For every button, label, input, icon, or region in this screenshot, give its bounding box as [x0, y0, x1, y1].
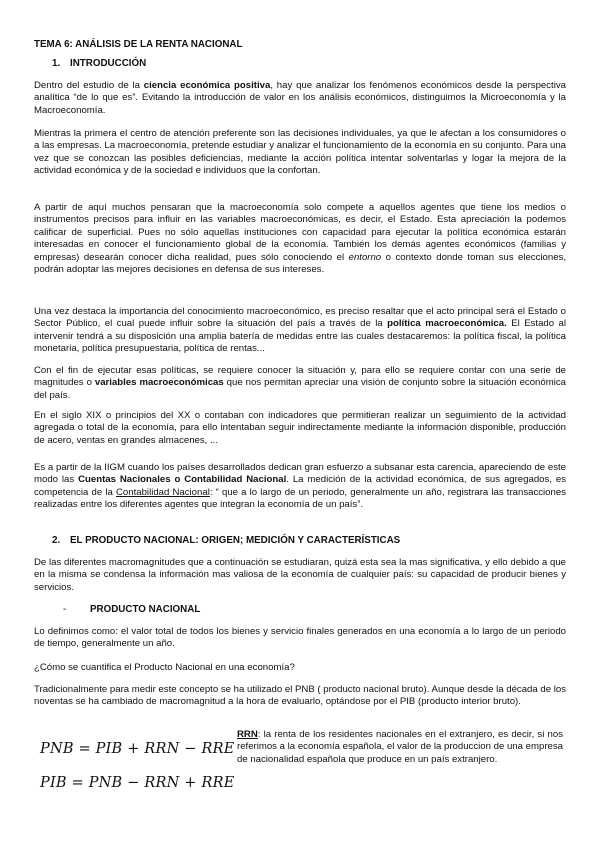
- bold-term: Cuentas Nacionales o Contabilidad Nacional: [78, 474, 287, 486]
- rrn-definition: [237, 729, 563, 766]
- section-title: INTRODUCCIÓN: [70, 58, 147, 69]
- text-run: : “ que a lo largo de un periodo, generalmente un año, registrara las transacciones realizadas entre los diferentes agentes que integran la economía de un país”.: [34, 486, 566, 511]
- section-1-heading: [52, 58, 146, 69]
- paragraph: [34, 365, 566, 402]
- text-run: Dentro del estudio de la: [34, 80, 144, 91]
- text-run: Con el fin de ejecutar esas políticas, se requiere conocer la situación y, para ello se requiere contar con una serie de magnitudes o: [34, 365, 566, 389]
- paragraph: Mientras la primera el centro de atención preferente son las decisiones individuales, ya que le afectan a los consumidores o a las empresas. La macroeconomía, pretende estudiar y analizar el funcionamiento de la economía en su conjunto. Para una vez que se conozcan las posibles deficiencias, mediante la acción política intentar solventarlas y logar la mejora de la actividad económica y de la sociedad e individuos que la confortan.: [34, 128, 566, 177]
- section-title: EL PRODUCTO NACIONAL: ORIGEN; MEDICIÓN Y CARACTERÍSTICAS: [70, 535, 401, 546]
- bold-term: política macroeconómica.: [387, 318, 507, 330]
- italic-term: entorno: [348, 251, 382, 263]
- text-run: que nos permitan apreciar una visión de conjunto sobre la situación económica del país.: [34, 377, 566, 401]
- text-run: , hay que analizar los fenómenos económicos desde la perspectiva analítica “de lo que es”. Evitando la introducción de valor en los análisis económicos, distinguimos la Microeconomía y la Macroeconomía.: [34, 80, 566, 116]
- paragraph: Tradicionalmente para medir este concepto se ha utilizado el PNB ( producto nacional bruto). Aunque desde la década de los noventas se ha cambiado de macromagnitud a la hora de evaluarlo, optándose por el PIB (producto interior bruto).: [34, 684, 566, 708]
- text-run: o contexto donde toman sus elecciones, podrán adoptar las mejores decisiones en defensa de sus intereses.: [34, 251, 567, 276]
- bold-term: ciencia económica positiva: [143, 80, 271, 91]
- underlined-term: Contabilidad Nacional: [116, 486, 210, 498]
- paragraph: [34, 306, 566, 356]
- document-title: TEMA 6: ANÁLISIS DE LA RENTA NACIONAL: [34, 39, 243, 50]
- text-run: . La medición de la actividad económica, de sus agregados, es competencia de la: [34, 474, 567, 498]
- text-run: A partir de aquí muchos pensaran que la macroeconomía solo compete a aquellos agentes que tiene los medios o instrumentos precisos para influir en las variables macroeconómicas, es decir, el Estado. Esta apreciación la podemos calificar de superficial. Pues no sólo aquellas instituciones con capacidad para ejecutar la política económica estarán interesadas en conocer el funcionamiento global de la economía. También los demás agentes económicos (familias y empresas) desearán conocer dicha realidad, pues sólo conociendo el: [34, 202, 566, 263]
- section-2-heading: [52, 535, 400, 546]
- subsection-heading: [63, 604, 201, 615]
- paragraph: En el siglo XIX o principios del XX o contaban con indicadores que permitieran realizar un seguimiento de la actividad agregada o total de la economía, para ello intentaban seguir indirectamente mediante la información disponible, producción de acero, ventas en grandes almacenes, ...: [34, 410, 566, 446]
- paragraph: [34, 202, 566, 276]
- rrn-term: RRN: [237, 729, 258, 740]
- text-run: : la renta de los residentes nacionales en el extranjero, es decir, si nos referimos a la economía española, el valor de la produccion de una empresa de nacionalidad española que produce en un país extranjero.: [237, 729, 563, 765]
- paragraph-question: ¿Cómo se cuantifica el Producto Nacional en una economía?: [34, 662, 295, 673]
- bold-term: variables macroeconómicas: [94, 377, 224, 389]
- section-number: 1.: [52, 58, 61, 69]
- text-run: El Estado al intervenir tendrá a su disposición una amplia batería de medidas entre las cuales destacaremos: la política fiscal, la política monetaria, política presupuestaria, política de rentas...: [34, 318, 566, 355]
- paragraph-definition: Lo definimos como: el valor total de todos los bienes y servicio finales generados en una economía a lo largo de un periodo de tiempo, generalmente un año.: [34, 626, 566, 650]
- subsection-title: PRODUCTO NACIONAL: [90, 604, 201, 615]
- formula-pnb: PNB = PIB + RRN − RRE: [40, 741, 235, 757]
- section-number: 2.: [52, 535, 61, 546]
- text-run: Una vez destaca la importancia del conocimiento macroeconómico, es preciso resaltar que el acto principal será el Estado o Sector Público, el cual puede influir sobre la situación del país a través de la: [34, 306, 566, 330]
- paragraph-intro: [34, 80, 566, 117]
- formula-pib: PIB = PNB − RRN + RRE: [40, 775, 235, 791]
- text-run: Es a partir de la IIGM cuando los países desarrollados dedican gran esfuerzo a subsanar esta carencia, apareciendo de este modo las: [34, 462, 566, 486]
- paragraph: De las diferentes macromagnitudes que a continuación se estudiaran, quizá esta sea la mas significativa, y ello debido a que en la misma se condensa la información mas valiosa de la economía de cualquier país: su capacidad de producir bienes y servicios.: [34, 557, 566, 593]
- paragraph: [34, 462, 566, 512]
- bullet-dash: -: [63, 604, 67, 615]
